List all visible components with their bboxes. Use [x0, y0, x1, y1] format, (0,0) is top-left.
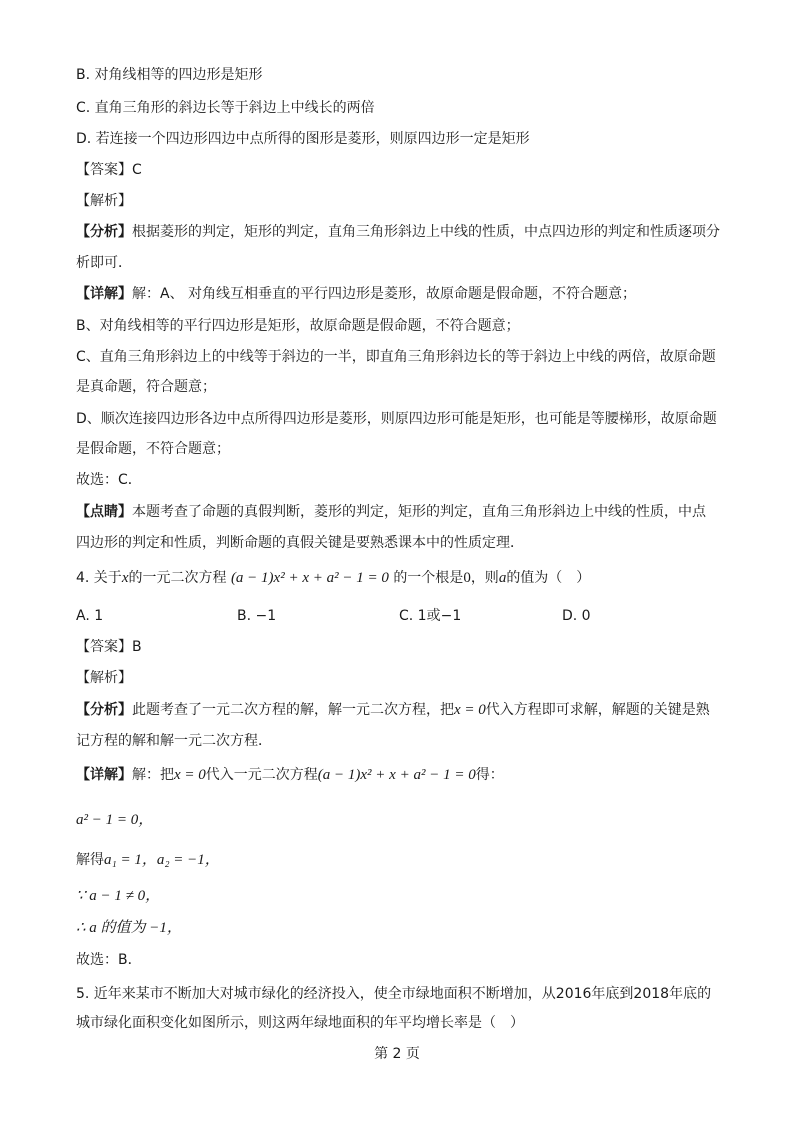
option-d: D. 若连接一个四边形四边中点所得的图形是菱形，则原四边形一定是矩形	[76, 131, 530, 147]
detail-c-2: 是真命题，符合题意；	[76, 379, 216, 395]
q4-detail-c: 得：	[475, 767, 504, 783]
q4-conclusion: 故选：B．	[76, 952, 142, 968]
q4-fenxi-eq: x = 0	[454, 702, 486, 718]
q4-step-2-roots: a₁ = 1，a₂ = −1，	[104, 852, 220, 868]
detail-line-1	[76, 284, 636, 304]
dianjing-label: 【点睛】	[76, 504, 132, 520]
fenxi-line-1	[76, 222, 720, 242]
q4-suffix-2: ，则	[470, 570, 499, 586]
q4-mid: 的一元二次方程	[128, 570, 227, 586]
q4-detail-label: 【详解】	[76, 767, 132, 783]
q4-option-a: A. 1	[76, 608, 104, 624]
q5-line-2: 城市绿化面积变化如图所示，则这两年绿地面积的年平均增长率是（ ）	[76, 1015, 524, 1031]
fenxi-line-2: 析即可．	[76, 255, 132, 271]
q4-options	[76, 606, 716, 626]
q4-fenxi-line-2: 记方程的解和解一元二次方程．	[76, 733, 272, 749]
q4-var-a: a	[498, 570, 507, 586]
dianjing-line-1	[76, 502, 706, 522]
q4-fenxi-text-b: 代入方程即可求解，解题的关键是熟	[485, 702, 710, 718]
detail-label: 【详解】	[76, 286, 132, 302]
q4-step-1: a² − 1 = 0，	[76, 812, 154, 828]
q4-detail-a: 解：把	[132, 767, 174, 783]
option-b: B. 对角线相等的四边形是矩形	[76, 67, 263, 83]
q4-option-b: B. −1	[237, 608, 277, 624]
fenxi-text: 根据菱形的判定，矩形的判定，直角三角形斜边上中线的性质，中点四边形的判定和性质逐项分	[132, 224, 720, 240]
analysis-label: 【解析】	[76, 193, 132, 209]
q4-suffix-1: 的一个根是	[393, 570, 464, 586]
q4-option-c: C. 1或−1	[399, 608, 462, 624]
q4-option-d: D. 0	[562, 608, 591, 624]
detail-d-2: 是假命题，不符合题意；	[76, 441, 230, 457]
q4-prefix: 4. 关于	[76, 570, 122, 586]
q4-step-2-prefix: 解得	[76, 852, 104, 868]
answer-value: C	[132, 162, 142, 178]
q4-fenxi-line-1	[76, 700, 710, 720]
detail-d-1: D、顺次连接四边形各边中点所得四边形是菱形，则原四边形可能是矩形，也可能是等腰梯形，故原命题	[76, 411, 717, 427]
detail-c-1: C、直角三角形斜边上的中线等于斜边的一半，即直角三角形斜边长的等于斜边上中线的两倍，故原命题	[76, 349, 716, 365]
q4-stem	[76, 568, 590, 588]
answer-line	[76, 160, 142, 180]
q4-var-x: x	[121, 570, 129, 586]
answer-label: 【答案】	[76, 162, 132, 178]
q4-detail-b: 代入一元二次方程	[205, 767, 318, 783]
q4-equation: (a − 1)x² + x + a² − 1 = 0	[230, 570, 389, 586]
q4-answer-label: 【答案】	[76, 639, 132, 655]
dianjing-line-2: 四边形的判定和性质，判断命题的真假关键是要熟悉课本中的性质定理．	[76, 535, 524, 551]
detail-text: 解：A、 对角线互相垂直的平行四边形是菱形，故原命题是假命题，不符合题意；	[132, 286, 637, 302]
q5-line-1: 5. 近年来某市不断加大对城市绿化的经济投入，使全市绿地面积不断增加，从2016年底到2018年底的	[76, 986, 712, 1002]
dianjing-text: 本题考查了命题的真假判断，菱形的判定，矩形的判定，直角三角形斜边上中线的性质，中点	[132, 504, 706, 520]
q4-fenxi-label: 【分析】	[76, 702, 132, 718]
q4-step-2	[76, 850, 220, 870]
q4-answer-line	[76, 637, 142, 657]
q4-detail-line	[76, 765, 504, 785]
conclusion: 故选：C．	[76, 472, 142, 488]
fenxi-label: 【分析】	[76, 224, 132, 240]
q4-fenxi-text-a: 此题考查了一元二次方程的解，解一元二次方程，把	[132, 702, 454, 718]
q4-detail-eq2: (a − 1)x² + x + a² − 1 = 0	[317, 767, 476, 783]
detail-b: B、对角线相等的平行四边形是矩形，故原命题是假命题，不符合题意；	[76, 318, 520, 334]
q4-answer-value: B	[132, 639, 142, 655]
page-number: 第 2 页	[374, 1046, 420, 1062]
q4-analysis-label: 【解析】	[76, 670, 132, 686]
q4-zero: 0	[463, 570, 471, 586]
q4-step-3: ∵ a − 1 ≠ 0，	[76, 888, 161, 904]
option-c: C. 直角三角形的斜边长等于斜边上中线长的两倍	[76, 100, 375, 116]
q4-detail-eq1: x = 0	[174, 767, 206, 783]
q4-suffix-3: 的值为（ ）	[506, 570, 591, 586]
q4-step-4: ∴ a 的值为 −1，	[76, 920, 182, 936]
